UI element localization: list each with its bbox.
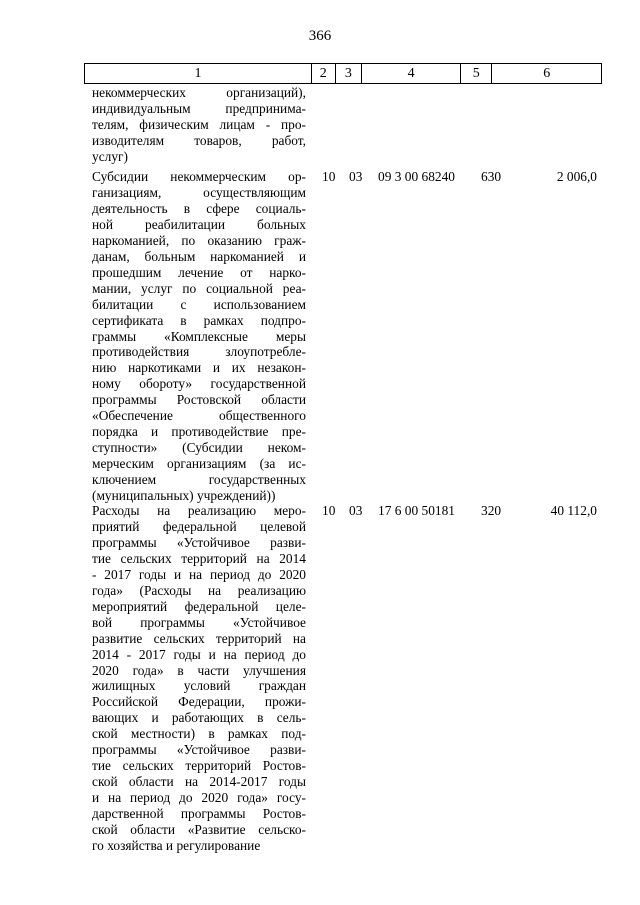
description-line: программы «Устойчивое разви- (92, 534, 306, 550)
header-col-1: 1 (85, 64, 312, 83)
description-line: прошедшим лечение от нарко- (92, 264, 306, 280)
description-line: года» (Расходы на реализацию (92, 582, 306, 598)
description-line: данам, больным наркоманией и (92, 248, 306, 264)
description-line: тие сельских территорий на 2014 (92, 550, 306, 566)
description-line: 2014 - 2017 годы и на период до (92, 646, 306, 662)
description-line: ской области «Развитие сельско- (92, 822, 306, 838)
cell-rz: 10 (322, 169, 336, 184)
description-line: приятий федеральной целевой (92, 518, 306, 534)
description-line: Субсидии некоммерческим ор- (92, 169, 306, 184)
description-line: ступности» (Субсидии неком- (92, 440, 306, 456)
description-line: программы Ростовской области (92, 392, 306, 408)
description-line: телям, физическим лицам - про- (92, 116, 306, 132)
description-line: мерческим организациям (за ис- (92, 456, 306, 472)
description-line: 2020 года» в части улучшения (92, 662, 306, 678)
description-line: противодействия злоупотребле- (92, 344, 306, 360)
description-line: изводителям товаров, работ, (92, 132, 306, 148)
description-line: ному обороту» государственной (92, 376, 306, 392)
description-line: билитации с использованием (92, 296, 306, 312)
description-line: ной реабилитации больных (92, 216, 306, 232)
description-line: - 2017 годы и на период до 2020 (92, 566, 306, 582)
description-line: ключением государственных (92, 472, 306, 488)
page-number: 366 (308, 28, 332, 44)
description-line: Расходы на реализацию меро- (92, 503, 306, 518)
description-line: «Обеспечение общественного (92, 408, 306, 424)
cell-csr: 17 6 00 50181 (378, 503, 455, 518)
description-line: порядка и противодействие пре- (92, 424, 306, 440)
header-col-5: 5 (461, 64, 493, 83)
cell-vr: 320 (481, 503, 502, 518)
cell-pr: 03 (349, 169, 363, 184)
header-col-3: 3 (336, 64, 363, 83)
description-line: услуг) (92, 148, 128, 164)
description-line: тие сельских территорий Ростов- (92, 758, 306, 774)
description-line: жилищных условий граждан (92, 678, 306, 694)
description-line: сертификата в рамках подпро- (92, 312, 306, 328)
table-row-description (92, 503, 306, 854)
description-line: развитие сельских территорий на (92, 630, 306, 646)
description-line: го хозяйства и регулирование (92, 838, 261, 854)
description-line: граммы «Комплексные меры (92, 328, 306, 344)
header-col-2: 2 (312, 64, 336, 83)
cell-vr: 630 (481, 169, 502, 184)
description-line: ганизациям, осуществляющим (92, 184, 306, 200)
description-line: (муниципальных) учреждений)) (92, 488, 276, 504)
description-line: программы «Устойчивое разви- (92, 742, 306, 758)
header-col-6: 6 (543, 66, 551, 81)
description-line: Российской Федерации, прожи- (92, 694, 306, 710)
description-line: некоммерческих организаций), (92, 85, 306, 100)
description-line: вающих и работающих в сель- (92, 710, 306, 726)
cell-sum: 40 112,0 (550, 503, 597, 518)
table-row-description (92, 85, 306, 165)
description-line: дарственной программы Ростов- (92, 806, 306, 822)
table-header (84, 63, 602, 84)
description-line: ской местности) в рамках под- (92, 726, 306, 742)
description-line: мании, услуг по социальной реа- (92, 280, 306, 296)
description-line: деятельность в сфере социаль- (92, 200, 306, 216)
cell-csr: 09 3 00 68240 (378, 169, 455, 184)
description-line: индивидуальным предпринима- (92, 100, 306, 116)
cell-pr: 03 (349, 503, 363, 518)
description-line: мероприятий федеральной целе- (92, 598, 306, 614)
description-line: наркоманией, по оказанию граж- (92, 232, 306, 248)
cell-sum: 2 006,0 (556, 169, 597, 184)
description-line: ской области на 2014-2017 годы (92, 774, 306, 790)
description-line: вой программы «Устойчивое (92, 614, 306, 630)
description-line: и на период до 2020 года» госу- (92, 790, 306, 806)
description-line: нию наркотиками и их незакон- (92, 360, 306, 376)
cell-rz: 10 (322, 503, 336, 518)
header-col-4: 4 (362, 64, 461, 83)
table-row-description (92, 169, 306, 504)
